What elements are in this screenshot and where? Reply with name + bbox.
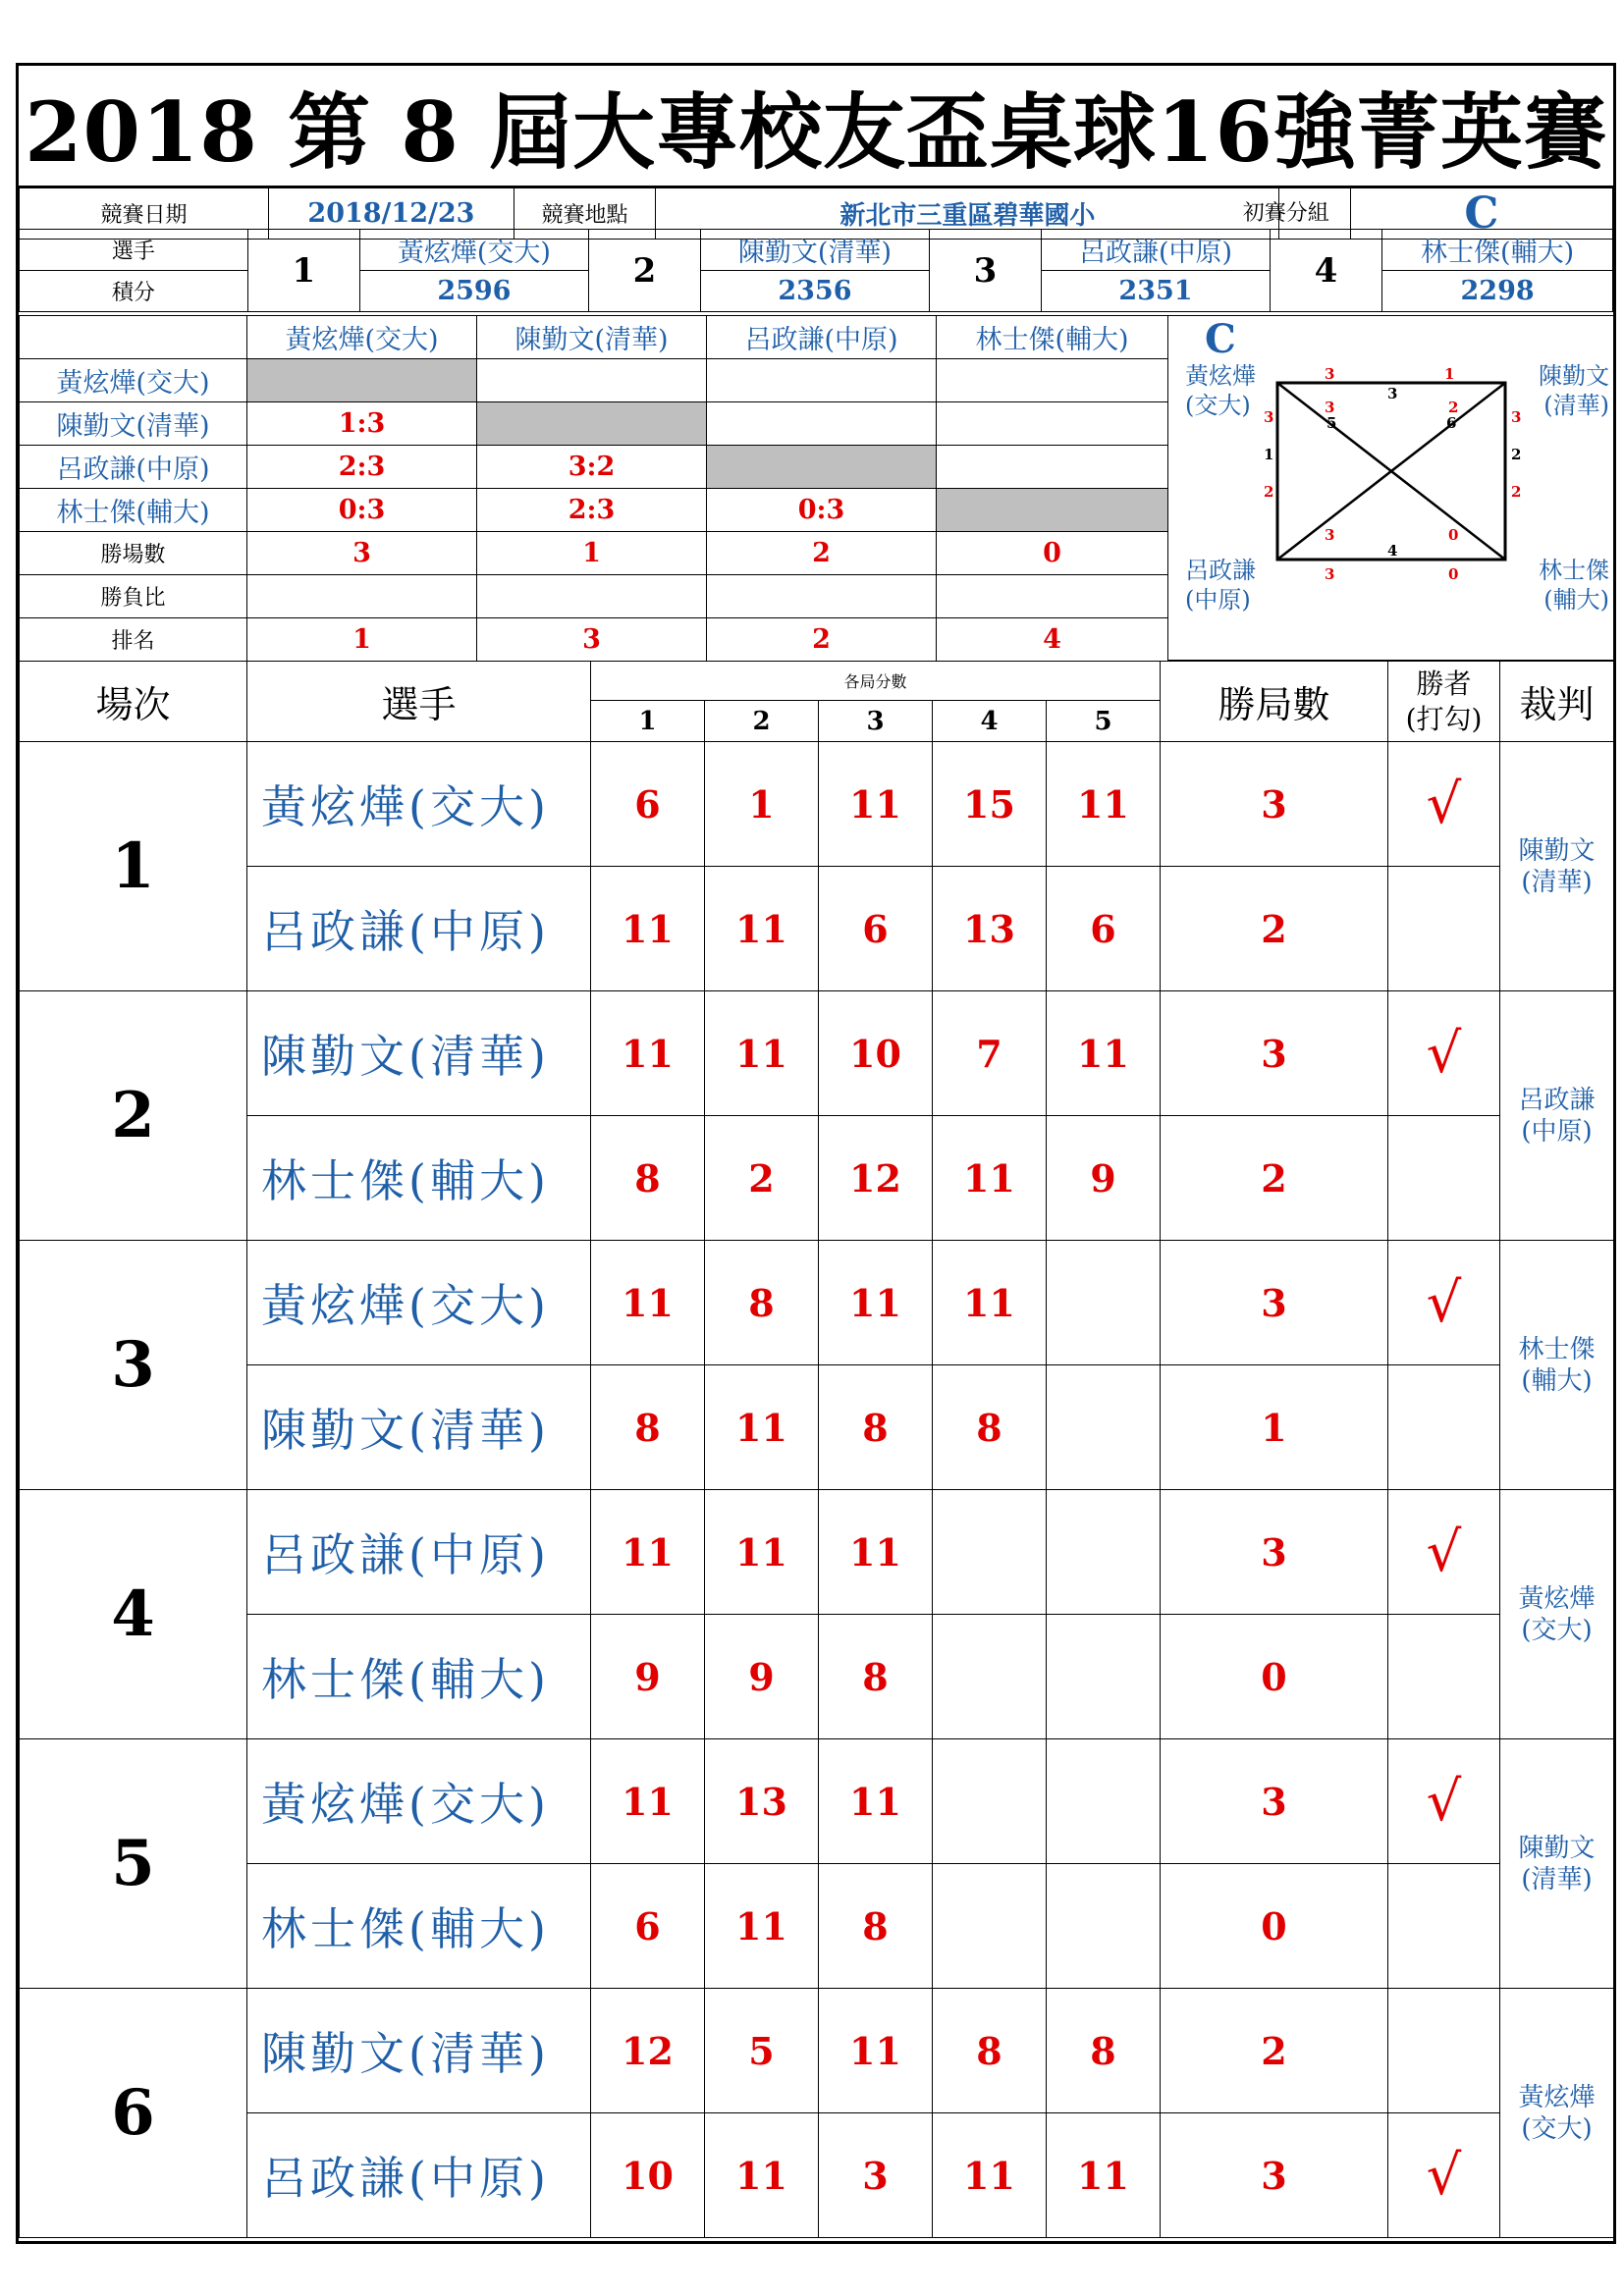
match-number: 5 <box>20 1739 247 1989</box>
game-score: 8 <box>705 1241 819 1365</box>
game-score: 9 <box>591 1615 705 1739</box>
diagram-group-letter: C <box>1205 316 1236 362</box>
game-score: 11 <box>705 1490 819 1615</box>
games-won: 3 <box>1161 991 1388 1116</box>
standings-corner <box>20 316 247 359</box>
game-score <box>1047 1615 1161 1739</box>
matches-table <box>19 661 1614 742</box>
score-sheet <box>16 63 1616 2244</box>
player-name-4: 林士傑(輔大) <box>1382 230 1613 271</box>
match-row <box>20 1739 1614 1864</box>
game-num: 4 <box>933 701 1047 742</box>
games-won: 0 <box>1161 1864 1388 1989</box>
game-score: 11 <box>933 1241 1047 1365</box>
standings-row-header: 呂政謙(中原) <box>20 446 247 489</box>
winner-header <box>1388 662 1500 742</box>
standings-col-header: 陳勤文(清華) <box>477 316 707 359</box>
game-score: 10 <box>591 2113 705 2238</box>
player-name-1: 黃炫燁(交大) <box>360 230 589 271</box>
standings-result <box>707 359 937 402</box>
players-table <box>19 229 1613 312</box>
venue-label: 競賽地點 <box>514 188 656 240</box>
match-player-name: 林士傑(輔大) <box>247 1116 591 1241</box>
standings-row-header: 林士傑(輔大) <box>20 489 247 532</box>
standings-result: 2:3 <box>477 489 707 532</box>
standings-col-header: 林士傑(輔大) <box>937 316 1168 359</box>
diagram-rectangle <box>1167 316 1613 662</box>
diagram-num: 2 <box>1511 483 1522 501</box>
diagram-player-bottom-right: 林士傑(輔大) <box>1539 557 1609 614</box>
game-score: 6 <box>1047 867 1161 991</box>
standings-result <box>477 359 707 402</box>
date-value: 2018/12/23 <box>269 188 514 240</box>
game-score: 15 <box>933 742 1047 867</box>
player-points-2: 2356 <box>701 271 930 312</box>
winner-checkmark: √ <box>1388 991 1500 1116</box>
standings-col-header: 黃炫燁(交大) <box>247 316 477 359</box>
diagram-num: 1 <box>1264 446 1274 463</box>
game-score: 9 <box>1047 1116 1161 1241</box>
points-label: 積分 <box>20 271 248 312</box>
game-score: 11 <box>591 1739 705 1864</box>
player-no-4: 4 <box>1270 230 1381 312</box>
games-won: 2 <box>1161 867 1388 991</box>
player-no-2: 2 <box>588 230 700 312</box>
player-name-2: 陳勤文(清華) <box>701 230 930 271</box>
referee <box>1500 742 1614 991</box>
referee <box>1500 1241 1614 1490</box>
referee <box>1500 1739 1614 1989</box>
ratio-label: 勝負比 <box>20 575 247 618</box>
match-row <box>20 1365 1614 1490</box>
standings-result <box>707 402 937 446</box>
rank-value: 2 <box>707 618 937 662</box>
winner-checkmark <box>1388 1864 1500 1989</box>
rank-value: 3 <box>477 618 707 662</box>
game-score: 11 <box>1047 742 1161 867</box>
group-value: C <box>1464 188 1499 239</box>
player-header: 選手 <box>247 662 591 742</box>
game-score: 13 <box>933 867 1047 991</box>
rank-value: 4 <box>937 618 1168 662</box>
match-player-name: 呂政謙(中原) <box>247 2113 591 2238</box>
match-player-name: 陳勤文(清華) <box>247 1365 591 1490</box>
match-row <box>20 1241 1614 1365</box>
winner-checkmark: √ <box>1388 1739 1500 1864</box>
match-player-name: 呂政謙(中原) <box>247 867 591 991</box>
game-score: 11 <box>819 742 933 867</box>
game-score: 11 <box>819 1989 933 2113</box>
rank-value: 1 <box>247 618 477 662</box>
match-player-name: 陳勤文(清華) <box>247 991 591 1116</box>
referee-name: 黃炫燁 <box>1518 1583 1596 1614</box>
game-num: 3 <box>819 701 933 742</box>
standings-result: 2:3 <box>247 446 477 489</box>
match-rows <box>19 741 1614 2238</box>
diagram-num: 3 <box>1387 385 1398 402</box>
standings-row-header: 黃炫燁(交大) <box>20 359 247 402</box>
game-score: 2 <box>705 1116 819 1241</box>
winner-checkmark <box>1388 1989 1500 2113</box>
player-points-3: 2351 <box>1042 271 1271 312</box>
diagram-num: 5 <box>1326 414 1337 432</box>
referee <box>1500 1989 1614 2238</box>
referee-header: 裁判 <box>1500 662 1614 742</box>
match-header: 場次 <box>20 662 247 742</box>
referee-school: (交大) <box>1521 1615 1593 1645</box>
diagram-num: 3 <box>1325 565 1335 583</box>
match-player-name: 黃炫燁(交大) <box>247 742 591 867</box>
game-score: 11 <box>819 1241 933 1365</box>
group-label-text: 初賽分組 <box>1242 201 1329 226</box>
diagram-num: 2 <box>1511 446 1522 463</box>
games-won: 2 <box>1161 1116 1388 1241</box>
winner-checkmark <box>1388 1365 1500 1490</box>
game-score: 11 <box>705 1365 819 1490</box>
player-name-3: 呂政謙(中原) <box>1042 230 1271 271</box>
match-row <box>20 1989 1614 2113</box>
winner-header-label: 勝者 <box>1416 667 1472 700</box>
game-score: 8 <box>591 1365 705 1490</box>
winner-checkmark: √ <box>1388 742 1500 867</box>
match-player-name: 黃炫燁(交大) <box>247 1241 591 1365</box>
player-no-1: 1 <box>247 230 359 312</box>
wins-value: 0 <box>937 532 1168 575</box>
winner-header-sub: (打勾) <box>1405 702 1483 735</box>
standings-result: 1:3 <box>247 402 477 446</box>
referee-school: (中原) <box>1521 1116 1593 1147</box>
standings-col-header: 呂政謙(中原) <box>707 316 937 359</box>
game-score <box>1047 1490 1161 1615</box>
winner-checkmark <box>1388 1615 1500 1739</box>
games-won: 0 <box>1161 1615 1388 1739</box>
game-score: 8 <box>591 1116 705 1241</box>
game-score: 8 <box>933 1989 1047 2113</box>
match-row <box>20 1490 1614 1615</box>
diagram-num: 2 <box>1448 399 1459 416</box>
games-won: 1 <box>1161 1365 1388 1490</box>
diagram-player-bottom-left: 呂政謙(中原) <box>1185 557 1256 614</box>
match-number: 2 <box>20 991 247 1241</box>
game-score: 11 <box>591 867 705 991</box>
game-num: 2 <box>705 701 819 742</box>
diagram-num: 3 <box>1511 408 1522 426</box>
winner-checkmark: √ <box>1388 1241 1500 1365</box>
referee-name: 林士傑 <box>1518 1334 1596 1364</box>
game-score <box>933 1739 1047 1864</box>
referee-school: (交大) <box>1521 2113 1593 2144</box>
games-won: 3 <box>1161 1241 1388 1365</box>
standings-result <box>937 402 1168 446</box>
game-score: 8 <box>819 1615 933 1739</box>
winner-checkmark <box>1388 1116 1500 1241</box>
game-score: 5 <box>705 1989 819 2113</box>
ratio-value <box>707 575 937 618</box>
diagram-player-top-right: 陳勤文(清華) <box>1539 362 1609 419</box>
match-row <box>20 867 1614 991</box>
match-row <box>20 1116 1614 1241</box>
game-score: 12 <box>591 1989 705 2113</box>
winner-checkmark <box>1388 867 1500 991</box>
game-score: 11 <box>1047 991 1161 1116</box>
game-score: 11 <box>591 1490 705 1615</box>
match-row <box>20 1615 1614 1739</box>
standings-table <box>19 315 1168 662</box>
wins-value: 2 <box>707 532 937 575</box>
game-score <box>1047 1365 1161 1490</box>
match-number: 4 <box>20 1490 247 1739</box>
page-title: 2018 第 8 屆大專校友盃桌球16強菁英賽 <box>19 66 1613 187</box>
diagram-player-top-left: 黃炫燁(交大) <box>1185 362 1256 419</box>
game-score: 11 <box>819 1490 933 1615</box>
game-score: 3 <box>819 2113 933 2238</box>
player-points-4: 2298 <box>1382 271 1613 312</box>
match-player-name: 陳勤文(清華) <box>247 1989 591 2113</box>
match-number: 3 <box>20 1241 247 1490</box>
game-score <box>1047 1739 1161 1864</box>
referee-name: 陳勤文 <box>1518 835 1596 866</box>
game-score: 9 <box>705 1615 819 1739</box>
standings-result: 0:3 <box>707 489 937 532</box>
game-score <box>933 1864 1047 1989</box>
game-score <box>1047 1241 1161 1365</box>
game-score: 1 <box>705 742 819 867</box>
game-score: 8 <box>819 1864 933 1989</box>
player-no-3: 3 <box>929 230 1041 312</box>
referee-name: 呂政謙 <box>1518 1085 1596 1115</box>
diagram-num: 3 <box>1325 526 1335 544</box>
games-header: 各局分數 <box>591 662 1161 701</box>
wins-label: 勝場數 <box>20 532 247 575</box>
games-won: 3 <box>1161 2113 1388 2238</box>
standings-self-cell <box>477 402 707 446</box>
diagram-num: 6 <box>1446 414 1457 432</box>
referee <box>1500 991 1614 1241</box>
games-won-header: 勝局數 <box>1161 662 1388 742</box>
standings-self-cell <box>937 489 1168 532</box>
ratio-value <box>937 575 1168 618</box>
winner-checkmark: √ <box>1388 2113 1500 2238</box>
game-score: 6 <box>591 742 705 867</box>
game-score: 13 <box>705 1739 819 1864</box>
winner-checkmark: √ <box>1388 1490 1500 1615</box>
standings-result: 3:2 <box>477 446 707 489</box>
match-row <box>20 2113 1614 2238</box>
diagram-num: 3 <box>1325 365 1335 383</box>
game-num: 1 <box>591 701 705 742</box>
referee-name: 陳勤文 <box>1518 1833 1596 1863</box>
game-score: 8 <box>819 1365 933 1490</box>
match-row <box>20 991 1614 1116</box>
game-num: 5 <box>1047 701 1161 742</box>
standings-self-cell <box>707 446 937 489</box>
standings-result <box>937 446 1168 489</box>
game-score: 11 <box>591 1241 705 1365</box>
game-score <box>933 1615 1047 1739</box>
diagram-num: 1 <box>1444 365 1455 383</box>
group-diagram <box>1167 315 1613 661</box>
game-score: 11 <box>705 1864 819 1989</box>
standings-row-header: 陳勤文(清華) <box>20 402 247 446</box>
referee-school: (清華) <box>1521 1864 1593 1895</box>
game-score <box>933 1490 1047 1615</box>
game-score: 11 <box>705 991 819 1116</box>
standings-result: 0:3 <box>247 489 477 532</box>
game-score: 12 <box>819 1116 933 1241</box>
game-score: 8 <box>933 1365 1047 1490</box>
match-player-name: 林士傑(輔大) <box>247 1864 591 1989</box>
game-score: 11 <box>933 2113 1047 2238</box>
game-score: 11 <box>819 1739 933 1864</box>
standings-result <box>937 359 1168 402</box>
diagram-num: 0 <box>1448 565 1459 583</box>
game-score: 11 <box>705 2113 819 2238</box>
game-score: 10 <box>819 991 933 1116</box>
game-score: 6 <box>819 867 933 991</box>
player-points-1: 2596 <box>360 271 589 312</box>
referee-school: (清華) <box>1521 867 1593 897</box>
rank-label: 排名 <box>20 618 247 662</box>
diagram-num: 0 <box>1448 526 1459 544</box>
games-won: 3 <box>1161 1739 1388 1864</box>
venue-value: 新北市三重區碧華國小 <box>656 188 1279 240</box>
games-won: 3 <box>1161 742 1388 867</box>
diagram-num: 3 <box>1264 408 1274 426</box>
date-label: 競賽日期 <box>20 188 269 240</box>
referee-school: (輔大) <box>1521 1365 1593 1396</box>
diagram-num: 2 <box>1264 483 1274 501</box>
games-won: 2 <box>1161 1989 1388 2113</box>
diagram-num: 3 <box>1325 399 1335 416</box>
games-won: 3 <box>1161 1490 1388 1615</box>
match-number: 1 <box>20 742 247 991</box>
match-number: 6 <box>20 1989 247 2238</box>
game-score: 11 <box>705 867 819 991</box>
game-score: 11 <box>933 1116 1047 1241</box>
match-player-name: 林士傑(輔大) <box>247 1615 591 1739</box>
ratio-value <box>477 575 707 618</box>
referee-name: 黃炫燁 <box>1518 2082 1596 2112</box>
match-row <box>20 742 1614 867</box>
wins-value: 1 <box>477 532 707 575</box>
game-score: 11 <box>1047 2113 1161 2238</box>
game-score: 7 <box>933 991 1047 1116</box>
standings-self-cell <box>247 359 477 402</box>
game-score: 8 <box>1047 1989 1161 2113</box>
wins-value: 3 <box>247 532 477 575</box>
referee <box>1500 1490 1614 1739</box>
match-player-name: 黃炫燁(交大) <box>247 1739 591 1864</box>
ratio-value <box>247 575 477 618</box>
game-score: 11 <box>591 991 705 1116</box>
match-row <box>20 1864 1614 1989</box>
match-player-name: 呂政謙(中原) <box>247 1490 591 1615</box>
game-score: 6 <box>591 1864 705 1989</box>
diagram-num: 4 <box>1387 542 1398 560</box>
player-label: 選手 <box>20 230 248 271</box>
game-score <box>1047 1864 1161 1989</box>
